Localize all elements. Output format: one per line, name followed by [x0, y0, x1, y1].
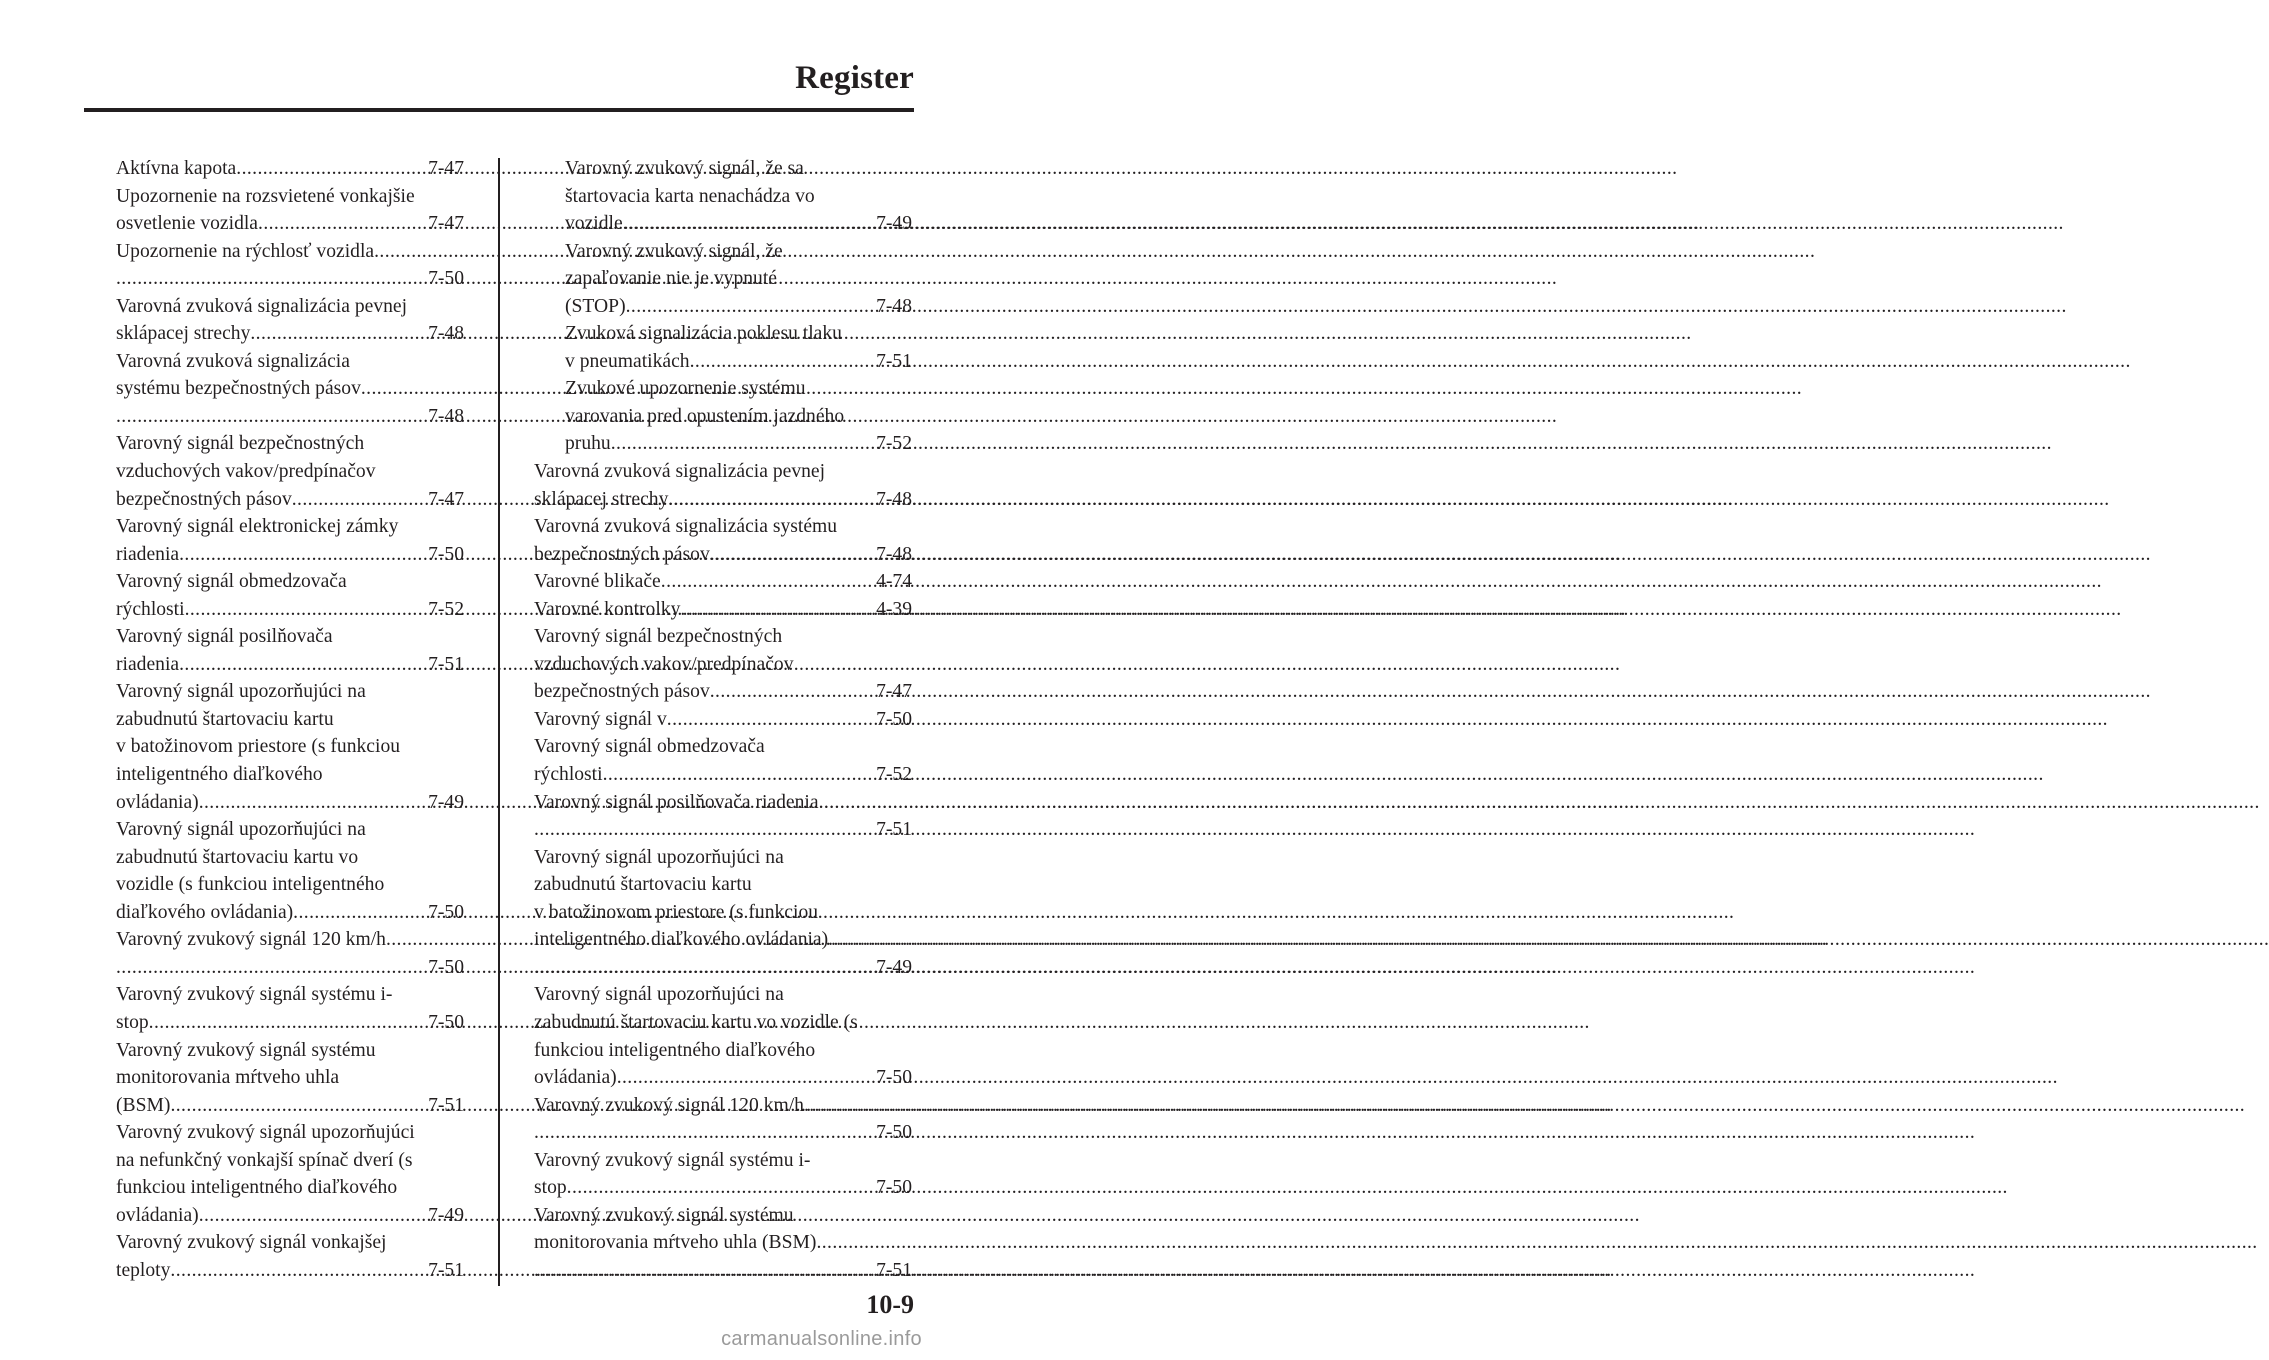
column-divider — [498, 158, 500, 1286]
page-reference: 7-51 — [876, 350, 912, 372]
index-term: riadenia — [116, 653, 180, 675]
index-term: Varovný signál elektronickej zámky — [116, 516, 399, 538]
index-term: (BSM) — [116, 1094, 171, 1116]
index-line — [116, 541, 464, 569]
index-term: rýchlosti — [534, 764, 603, 786]
index-term: Varovná zvuková signalizácia pevnej — [534, 461, 826, 483]
index-line — [534, 789, 912, 817]
index-line — [116, 1257, 464, 1285]
page-reference: 4-74 — [876, 571, 912, 593]
index-line — [116, 871, 464, 899]
dot-leader — [626, 293, 875, 321]
index-line — [534, 816, 912, 844]
index-line — [534, 651, 912, 679]
index-line — [534, 733, 912, 761]
index-line — [534, 513, 912, 541]
dot-leader — [534, 1257, 875, 1285]
dot-leader — [567, 1174, 875, 1202]
index-term: funkciou inteligentného diaľkového — [116, 1177, 398, 1199]
index-line — [116, 458, 464, 486]
index-line — [116, 1202, 464, 1230]
index-line — [116, 954, 464, 982]
dot-leader — [603, 761, 876, 789]
index-term: bezpečnostných pásov — [534, 543, 710, 565]
index-line — [116, 375, 464, 403]
index-line — [116, 320, 464, 348]
index-line — [534, 706, 912, 734]
index-term: Upozornenie na rýchlosť vozidla — [116, 240, 375, 262]
index-term: Varovný zvukový signál systému i- — [534, 1149, 811, 1171]
dot-leader — [819, 789, 912, 817]
page-reference: 7-48 — [428, 405, 464, 427]
index-line — [116, 844, 464, 872]
dot-leader — [250, 320, 427, 348]
index-term: Varovný signál upozorňujúci na — [116, 681, 366, 703]
index-term: Upozornenie na rozsvietené vonkajšie — [116, 185, 415, 207]
index-term: Varovná zvuková signalizácia — [116, 350, 350, 372]
dot-leader — [361, 375, 464, 403]
index-term: vzduchových vakov/predpínačov — [534, 653, 794, 675]
index-term: stop — [116, 1011, 149, 1033]
page-reference: 7-48 — [876, 488, 912, 510]
dot-leader — [170, 1257, 427, 1285]
page-reference: 7-50 — [428, 901, 464, 923]
dot-leader — [374, 238, 464, 266]
index-line — [116, 293, 464, 321]
index-term: varovania pred opustením jazdného — [565, 405, 845, 427]
index-term: rýchlosti — [116, 598, 185, 620]
index-line — [116, 155, 464, 183]
index-term: riadenia — [116, 543, 180, 565]
page-reference: 7-50 — [428, 956, 464, 978]
index-term: na nefunkčný vonkajší spínač dverí (s — [116, 1149, 413, 1171]
dot-leader — [617, 1064, 875, 1092]
index-line — [534, 1037, 912, 1065]
dot-leader — [667, 706, 875, 734]
index-line — [534, 1147, 912, 1175]
index-line — [534, 1174, 912, 1202]
watermark: carmanualsonline.info — [721, 1328, 922, 1350]
dot-leader — [170, 1092, 427, 1120]
dot-leader — [668, 486, 875, 514]
dot-leader — [710, 678, 875, 706]
index-term: Zvuková signalizácia poklesu tlaku — [565, 323, 842, 345]
index-line — [534, 899, 912, 927]
dot-leader — [611, 430, 875, 458]
index-line — [116, 623, 464, 651]
index-term: Varovný signál posilňovača — [116, 626, 333, 648]
index-term: Varovný zvukový signál systému i- — [116, 984, 393, 1006]
page-reference: 7-50 — [428, 543, 464, 565]
index-term: Varovný zvukový signál systému — [116, 1039, 376, 1061]
page-reference: 7-51 — [876, 1259, 912, 1281]
index-term: Varovný signál bezpečnostných — [116, 433, 365, 455]
index-line — [534, 403, 912, 431]
index-term: Varovná zvuková signalizácia pevnej — [116, 295, 408, 317]
index-line — [534, 623, 912, 651]
index-line — [534, 430, 912, 458]
index-term: ovládania) — [116, 1204, 199, 1226]
index-line — [116, 651, 464, 679]
index-term: Varovný signál upozorňujúci na — [116, 819, 366, 841]
index-line — [534, 1119, 912, 1147]
index-term: v pneumatikách — [565, 350, 690, 372]
index-term: zabudnutú štartovaciu kartu vo — [116, 846, 359, 868]
index-line — [534, 1092, 912, 1120]
index-line — [116, 1147, 464, 1175]
index-line — [534, 541, 912, 569]
index-line — [534, 1064, 912, 1092]
index-line — [534, 981, 912, 1009]
index-line — [116, 816, 464, 844]
index-line — [534, 1202, 912, 1230]
page-reference: 7-48 — [428, 323, 464, 345]
index-term: Aktívna kapota — [116, 158, 237, 179]
index-line — [116, 1037, 464, 1065]
index-line — [116, 486, 464, 514]
dot-leader — [623, 210, 875, 238]
index-line — [116, 430, 464, 458]
index-line — [534, 1257, 912, 1285]
page-reference: 4-39 — [876, 598, 912, 620]
dot-leader — [199, 1202, 427, 1230]
index-term: inteligentného diaľkového — [116, 764, 323, 786]
index-term: Varovný signál upozorňujúci na — [534, 984, 784, 1006]
index-line — [534, 568, 912, 596]
index-line — [534, 486, 912, 514]
index-term: Varovný zvukový signál, že — [565, 240, 783, 262]
page-reference: 7-51 — [428, 653, 464, 675]
index-line — [116, 926, 464, 954]
index-line — [116, 1174, 464, 1202]
dot-leader — [828, 926, 912, 954]
page-reference: 7-47 — [428, 213, 464, 235]
dot-leader — [258, 210, 427, 238]
index-term: Varovný signál v — [534, 708, 667, 730]
index-term: ovládania) — [534, 1067, 617, 1089]
index-term: bezpečnostných pásov — [116, 488, 292, 510]
index-term: pruhu — [565, 433, 611, 455]
index-line — [116, 183, 464, 211]
page-reference: 7-52 — [428, 598, 464, 620]
index-term: v batožinovom priestore (s funkciou — [116, 736, 401, 758]
index-term: vozidle — [565, 213, 623, 235]
index-line — [534, 844, 912, 872]
dot-leader — [816, 1229, 912, 1257]
page-reference: 7-50 — [428, 268, 464, 290]
index-line — [116, 238, 464, 266]
dot-leader — [116, 954, 427, 982]
dot-leader — [292, 486, 427, 514]
index-line — [116, 1064, 464, 1092]
dot-leader — [534, 816, 875, 844]
page-number: 10-9 — [866, 1290, 914, 1319]
index-line — [116, 761, 464, 789]
dot-leader — [534, 1119, 875, 1147]
index-term: inteligentného diaľkového ovládania) — [534, 929, 829, 951]
index-term: Varovný signál posilňovača riadenia — [534, 791, 819, 813]
index-line — [534, 458, 912, 486]
index-column-left — [116, 155, 464, 1284]
index-line — [534, 375, 912, 403]
index-line — [116, 981, 464, 1009]
index-term: zabudnutú štartovaciu kartu — [116, 708, 334, 730]
index-term: systému bezpečnostných pásov — [116, 378, 361, 400]
index-term: Varovný zvukový signál vonkajšej — [116, 1232, 387, 1254]
dot-leader — [804, 1092, 912, 1120]
page-reference: 7-47 — [428, 488, 464, 510]
dot-leader — [116, 403, 427, 431]
page-reference: 7-52 — [876, 764, 912, 786]
index-line — [116, 265, 464, 293]
index-term: ovládania) — [116, 791, 199, 813]
index-term: zabudnutú štartovaciu kartu — [534, 874, 752, 896]
dot-leader — [534, 954, 875, 982]
index-term: Varovná zvuková signalizácia systému — [534, 516, 838, 538]
index-term: (STOP) — [565, 295, 626, 317]
dot-leader — [680, 596, 875, 624]
index-line — [116, 678, 464, 706]
page-reference: 7-50 — [876, 1177, 912, 1199]
index-line — [116, 1009, 464, 1037]
index-term: štartovacia karta nenachádza vo — [565, 185, 815, 207]
index-term: Varovný signál obmedzovača — [116, 571, 347, 593]
page-reference: 7-50 — [876, 708, 912, 730]
index-term: Varovný zvukový signál 120 km/h — [534, 1094, 804, 1116]
page-reference: 7-50 — [876, 1067, 912, 1089]
index-line — [534, 926, 912, 954]
index-term: diaľkového ovládania) — [116, 901, 294, 923]
page-reference: 7-47 — [428, 158, 464, 179]
page-reference: 7-48 — [876, 295, 912, 317]
index-line — [534, 1229, 912, 1257]
index-line — [116, 1119, 464, 1147]
index-line — [534, 210, 912, 238]
index-term: Varovný zvukový signál upozorňujúci — [116, 1122, 415, 1144]
index-term: zapaľovanie nie je vypnuté — [565, 268, 777, 290]
header-rule — [84, 108, 914, 112]
index-term: funkciou inteligentného diaľkového — [534, 1039, 816, 1061]
index-term: bezpečnostných pásov — [534, 681, 710, 703]
index-line — [116, 1229, 464, 1257]
dot-leader — [661, 568, 875, 596]
index-line — [116, 210, 464, 238]
page-reference: 7-48 — [876, 543, 912, 565]
page-reference: 7-50 — [876, 1122, 912, 1144]
page-title: Register — [795, 60, 914, 96]
index-column-right — [534, 155, 912, 1284]
index-line — [116, 789, 464, 817]
index-term: Varovný signál upozorňujúci na — [534, 846, 784, 868]
index-line — [534, 348, 912, 376]
index-line — [534, 320, 912, 348]
index-term: Varovný zvukový signál, že sa — [565, 158, 804, 179]
index-term: Varovný zvukový signál systému — [534, 1204, 794, 1226]
index-line — [116, 568, 464, 596]
index-line — [116, 733, 464, 761]
index-line — [534, 238, 912, 266]
index-line — [534, 155, 912, 183]
index-line — [116, 596, 464, 624]
index-term: v batožinovom priestore (s funkciou — [534, 901, 819, 923]
index-line — [116, 899, 464, 927]
index-line — [116, 1092, 464, 1120]
dot-leader — [185, 596, 428, 624]
index-term: Varovný signál bezpečnostných — [534, 626, 783, 648]
index-line — [116, 348, 464, 376]
index-term: sklápacej strechy — [534, 488, 669, 510]
page-reference: 7-47 — [876, 681, 912, 703]
page-reference: 7-50 — [428, 1011, 464, 1033]
dot-leader — [199, 789, 427, 817]
page-reference: 7-52 — [876, 433, 912, 455]
index-line — [534, 678, 912, 706]
index-term: Varovné kontrolky — [534, 598, 681, 620]
index-term: Varovné blikače — [534, 571, 661, 593]
index-line — [534, 265, 912, 293]
dot-leader — [293, 899, 427, 927]
index-line — [116, 403, 464, 431]
dot-leader — [386, 926, 464, 954]
index-term: osvetlenie vozidla — [116, 213, 259, 235]
index-line — [534, 954, 912, 982]
dot-leader — [116, 265, 427, 293]
index-line — [116, 513, 464, 541]
index-line — [534, 871, 912, 899]
index-term: zabudnutú štartovaciu kartu vo vozidle (s — [534, 1011, 858, 1033]
dot-leader — [179, 541, 427, 569]
page-reference: 7-49 — [428, 1204, 464, 1226]
dot-leader — [710, 541, 875, 569]
index-term: monitorovania mŕtveho uhla — [116, 1067, 340, 1089]
dot-leader — [236, 155, 427, 183]
index-line — [534, 596, 912, 624]
dot-leader — [179, 651, 427, 679]
index-term: monitorovania mŕtveho uhla (BSM) — [534, 1232, 817, 1254]
index-line — [534, 1009, 912, 1037]
index-term: Varovný zvukový signál 120 km/h — [116, 929, 386, 951]
page-reference: 7-51 — [428, 1094, 464, 1116]
index-line — [534, 761, 912, 789]
dot-leader — [690, 348, 875, 376]
index-term: teploty — [116, 1259, 171, 1281]
index-term: Varovný signál obmedzovača — [534, 736, 765, 758]
page-reference: 7-49 — [428, 791, 464, 813]
index-term: Zvukové upozornenie systému — [565, 378, 806, 400]
page-reference: 7-49 — [876, 213, 912, 235]
dot-leader — [149, 1009, 427, 1037]
page-reference: 7-51 — [876, 819, 912, 841]
page-reference: 7-49 — [876, 956, 912, 978]
index-line — [534, 293, 912, 321]
index-line — [116, 706, 464, 734]
index-term: stop — [534, 1177, 567, 1199]
index-line — [534, 183, 912, 211]
index-term: sklápacej strechy — [116, 323, 251, 345]
index-term: vozidle (s funkciou inteligentného — [116, 874, 385, 896]
index-term: vzduchových vakov/predpínačov — [116, 461, 376, 483]
page-reference: 7-51 — [428, 1259, 464, 1281]
